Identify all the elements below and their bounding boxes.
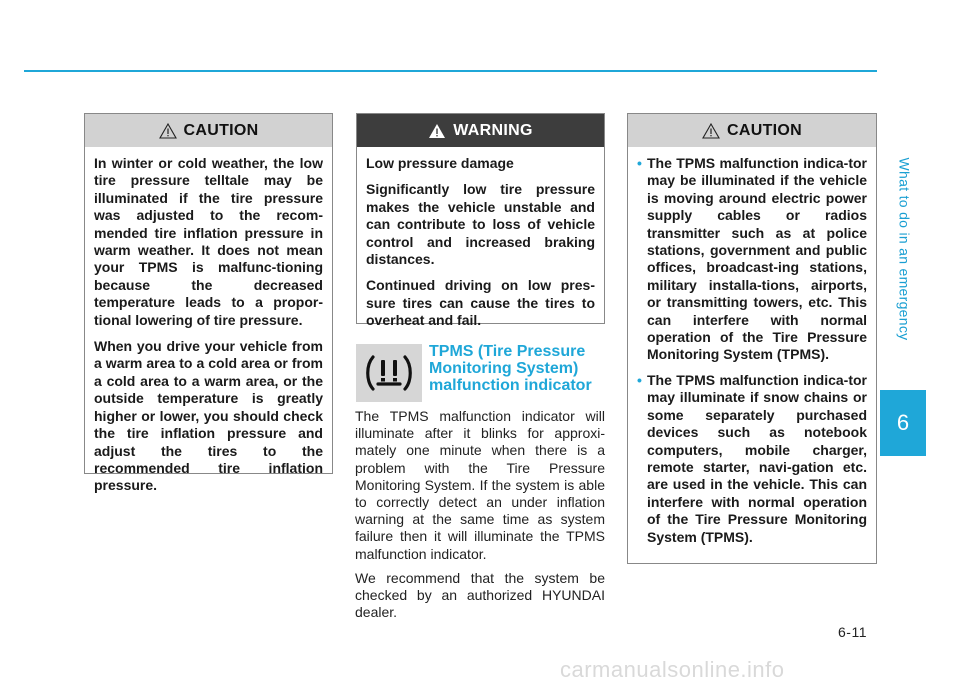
list-item-text: The TPMS malfunction indica-tor may be illuminated if the vehicle is moving around electric power supply cables or radios transmitter such as at police stations, government and public offices, broadcast-ing stations, military installa-tions, airports, or transmitting towers, etc. This can interfere with normal operation of the Tire Pressure Monitoring System (TPMS). [647, 155, 867, 363]
chapter-side-title [893, 114, 915, 384]
chapter-number: 6 [896, 410, 910, 435]
list-item-text: The TPMS malfunction indica-tor may illuminate if snow chains or some separately purchased devices such as notebook computers, mobile charger, remote starter, navi-gation etc. are used in the vehicle. This can interfere with normal operation of the Tire Pressure Monitoring System (TPMS). [647, 371, 867, 545]
tpms-section-title: TPMS (Tire Pressure Monitoring System) malfunction indicator [429, 343, 592, 394]
warning-paragraph: Significantly low tire pressure makes the vehicle unstable and can contribute to loss of vehicle control and increased braking distances. [366, 181, 595, 268]
header-rule [24, 70, 877, 72]
caution-box-right [627, 113, 877, 564]
warning-body [357, 147, 604, 338]
warning-triangle-outline-icon [702, 123, 720, 139]
chapter-title: What to do in an emergency [896, 157, 912, 341]
watermark: carmanualsonline.info [560, 657, 785, 682]
caution-label: CAUTION [727, 121, 802, 139]
caution-body [628, 147, 876, 562]
chapter-tab[interactable] [880, 390, 926, 456]
warning-paragraph: Continued driving on low pres-sure tires can cause the tires to overheat and fail. [366, 277, 595, 329]
caution-paragraph: When you drive your vehicle from a warm area to a cold area or from a cold area to a warm area, or the outside temperature is greatly higher or lower, you should check the tire inflation pressure and adjust the tires to the recommended tire inflation pressure. [94, 338, 323, 494]
caution-header [628, 114, 876, 147]
caution-header [85, 114, 332, 147]
warning-triangle-outline-icon [159, 123, 177, 139]
warning-header [357, 114, 604, 147]
caution-list [637, 155, 867, 546]
tpms-paragraph: We recommend that the system be checked by an authorized HYUNDAI dealer. [355, 569, 605, 621]
tpms-section-body [355, 408, 605, 628]
tpms-paragraph: The TPMS malfunction indicator will illuminate after it blinks for approxi-mately one minute when there is a problem with the Tire Pressure Monitoring System. If the system is able to correctly detect an under inflation warning at the same time as system failure then it will illuminate the TPMS malfunction indicator. [355, 408, 605, 562]
caution-body [85, 147, 332, 503]
bullet-icon: • [637, 155, 642, 171]
warning-box [356, 113, 605, 329]
list-item [637, 155, 867, 364]
page-number: 6-11 [838, 624, 867, 640]
warning-triangle-filled-icon [428, 123, 446, 139]
caution-box-left [84, 113, 333, 494]
caution-label: CAUTION [183, 121, 259, 139]
warning-heading: Low pressure damage [366, 155, 514, 171]
list-item [637, 372, 867, 546]
caution-paragraph: In winter or cold weather, the low tire pressure telltale may be illuminated if the tire pressure was adjusted to the recom-mended tire inflation pressure in warm weather. It does not mean your TPMS is malfunc-tioning because the decreased temperature leads to a propor-tional lowering of tire pressure. [94, 155, 323, 328]
warning-label: WARNING [453, 121, 533, 139]
bullet-icon: • [637, 371, 642, 388]
tpms-malfunction-icon [356, 344, 422, 402]
